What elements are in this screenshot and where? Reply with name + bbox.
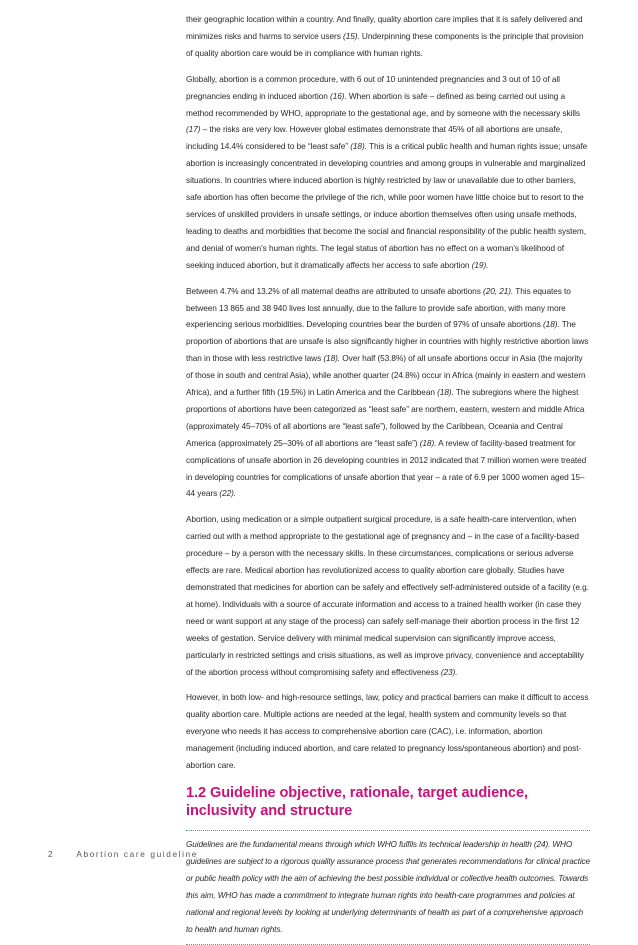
paragraph [186, 511, 590, 680]
citation-ref: (16). [330, 90, 347, 101]
paragraph-text: Between 4.7% and 13.2% of all maternal deaths are attributed to unsafe abortions [186, 285, 484, 296]
document-title: Abortion care guideline [76, 849, 198, 859]
paragraph-text: Underpinning these components is the principle that provision of quality abortion care would be in compliance with human rights. [186, 30, 584, 58]
paragraph-text: A review of facility-based treatment for complications of unsafe abortion in 26 developing countries in 2012 indicated that 7 million women were treated in developing countries for complications of unsafe abortion that year – a rate of 6.9 per 1000 women aged 15–44 years [186, 437, 587, 499]
paragraph-text: However, in both low- and high-resource settings, law, policy and practical barriers can make it difficult to access quality abortion care. Multiple actions are needed at the legal, health system and community levels so that everyone who needs it has access to comprehensive abortion care (CAC), i.e. information, abortion management (including induced abortion, and care related to pregnancy loss/spontaneous abortion) and post-abortion care. [186, 692, 589, 771]
paragraph-text: The proportion of abortions that are unsafe is also significantly higher in countries with highly restrictive abortion laws than in those with less restrictive laws [186, 319, 589, 364]
paragraph-text: Over half (53.8%) of all unsafe abortions occur in Asia (the majority of those in south and central Asia), while another quarter (24.8%) occur in Africa (mainly in eastern and western Africa), and a further fifth (19.5%) in Latin America and the Caribbean [186, 353, 586, 398]
paragraph-text: Abortion, using medication or a simple outpatient surgical procedure, is a safe health-care intervention, when carried out with a method appropriate to the gestational age of pregnancy and – in the case of a facility-based procedure – by a person with the necessary skills. In these circumstances, complications or serious adverse effects are rare. Medical abortion has revolutionized access to quality abortion care globally. Studies have demonstrated that medicines for abortion can be safely and effectively self-administered outside of a facility (e.g. at home). Individuals with a source of accurate information and access to a trained health worker (in case they need or want support at any stage of the process) can safely self-manage their abortion process in the first 12 weeks of gestation. Service delivery with minimal medical supervision can significantly improve access, particularly in restricted settings and crisis situations, as well as improve privacy, convenience and acceptability of the abortion process without compromising safety and effectiveness [186, 514, 589, 677]
citation-ref: (17) [186, 124, 201, 135]
citation-ref: (18). [323, 353, 341, 364]
citation-ref: (22). [219, 488, 237, 499]
citation-ref: (19). [471, 259, 489, 270]
section-divider-top [186, 830, 590, 831]
citation-ref: (18). [350, 141, 367, 152]
paragraph [186, 71, 590, 274]
page-footer [48, 849, 198, 859]
citation-ref: (18). [419, 437, 437, 448]
section-intro: Guidelines are the fundamental means through which WHO fulfils its technical leadership in health (24). WHO guidelines are subject to a rigorous quality assurance process that generates recommendations for clinical practice or public health policy with the aim of achieving the best possible individual or collective health outcomes. Towards this aim, WHO has made a commitment to integrate human rights into health-care programmes and policies at national and regional levels by looking at underlying determinants of health as part of a comprehensive approach to health and human rights. [186, 839, 591, 934]
citation-ref: (23). [440, 666, 458, 677]
paragraph-text: This equates to between 13 865 and 38 940 lives lost annually, due to the failure to provide safe abortion, with many more experiencing serious morbidities. Developing countries bear the burden of 97% of unsafe abortions [186, 285, 571, 330]
page-number: 2 [48, 849, 53, 859]
citation-ref: (18). [437, 387, 454, 398]
citation-ref: (18). [542, 319, 560, 330]
paragraph-text: The subregions where the highest proportions of abortions have been categorized as “least safe” are northern, eastern, western and middle Africa (approximately 45–70% of all abortions are “least safe”), followed by the Caribbean, Oceania and Central America (approximately 25–30% of all abortions are “least safe”) [186, 387, 585, 448]
paragraph-text: This is a critical public health and human rights issue; unsafe abortion is increasingly concentrated in developing countries and among groups in vulnerable and marginalized situations. In countries where induced abortion is highly restricted by law or unavailable due to other barriers, safe abortion has often become the privilege of the rich, while poor women have little choice but to resort to the services of unskilled providers in unsafe settings, or induce abortion themselves often using unsafe methods, leading to deaths and morbidities that become the social and financial responsibility of the public health system, and denial of women’s human rights. The legal status of abortion has no effect on a woman’s likelihood of seeking induced abortion, but it dramatically affects her access to safe abortion [186, 141, 588, 270]
paragraph-text: When abortion is safe – defined as being carried out using a method recommended by WHO, appropriate to the gestational age, and by someone with the necessary skills [186, 90, 580, 118]
paragraph-text: – the risks are very low. However global estimates demonstrate that 45% of all abortions are unsafe, including 14.4% considered to be “least safe” [186, 124, 563, 152]
paragraph [186, 689, 590, 774]
citation-ref: (15). [343, 30, 360, 41]
body-text [186, 11, 590, 774]
paragraph-text: their geographic location within a country. And finally, quality abortion care implies that it is safely delivered and minimizes risks and harms to service users [186, 14, 583, 41]
section-heading: 1.2 Guideline objective, rationale, target audience, inclusivity and structure [186, 784, 528, 819]
main-column [186, 11, 590, 945]
citation-ref: (20, 21). [483, 285, 514, 296]
paragraph [186, 11, 590, 62]
paragraph-text: Globally, abortion is a common procedure, with 6 out of 10 unintended pregnancies and 3 out of 10 of all pregnancies ending in induced abortion [186, 73, 560, 101]
paragraph [186, 283, 590, 503]
